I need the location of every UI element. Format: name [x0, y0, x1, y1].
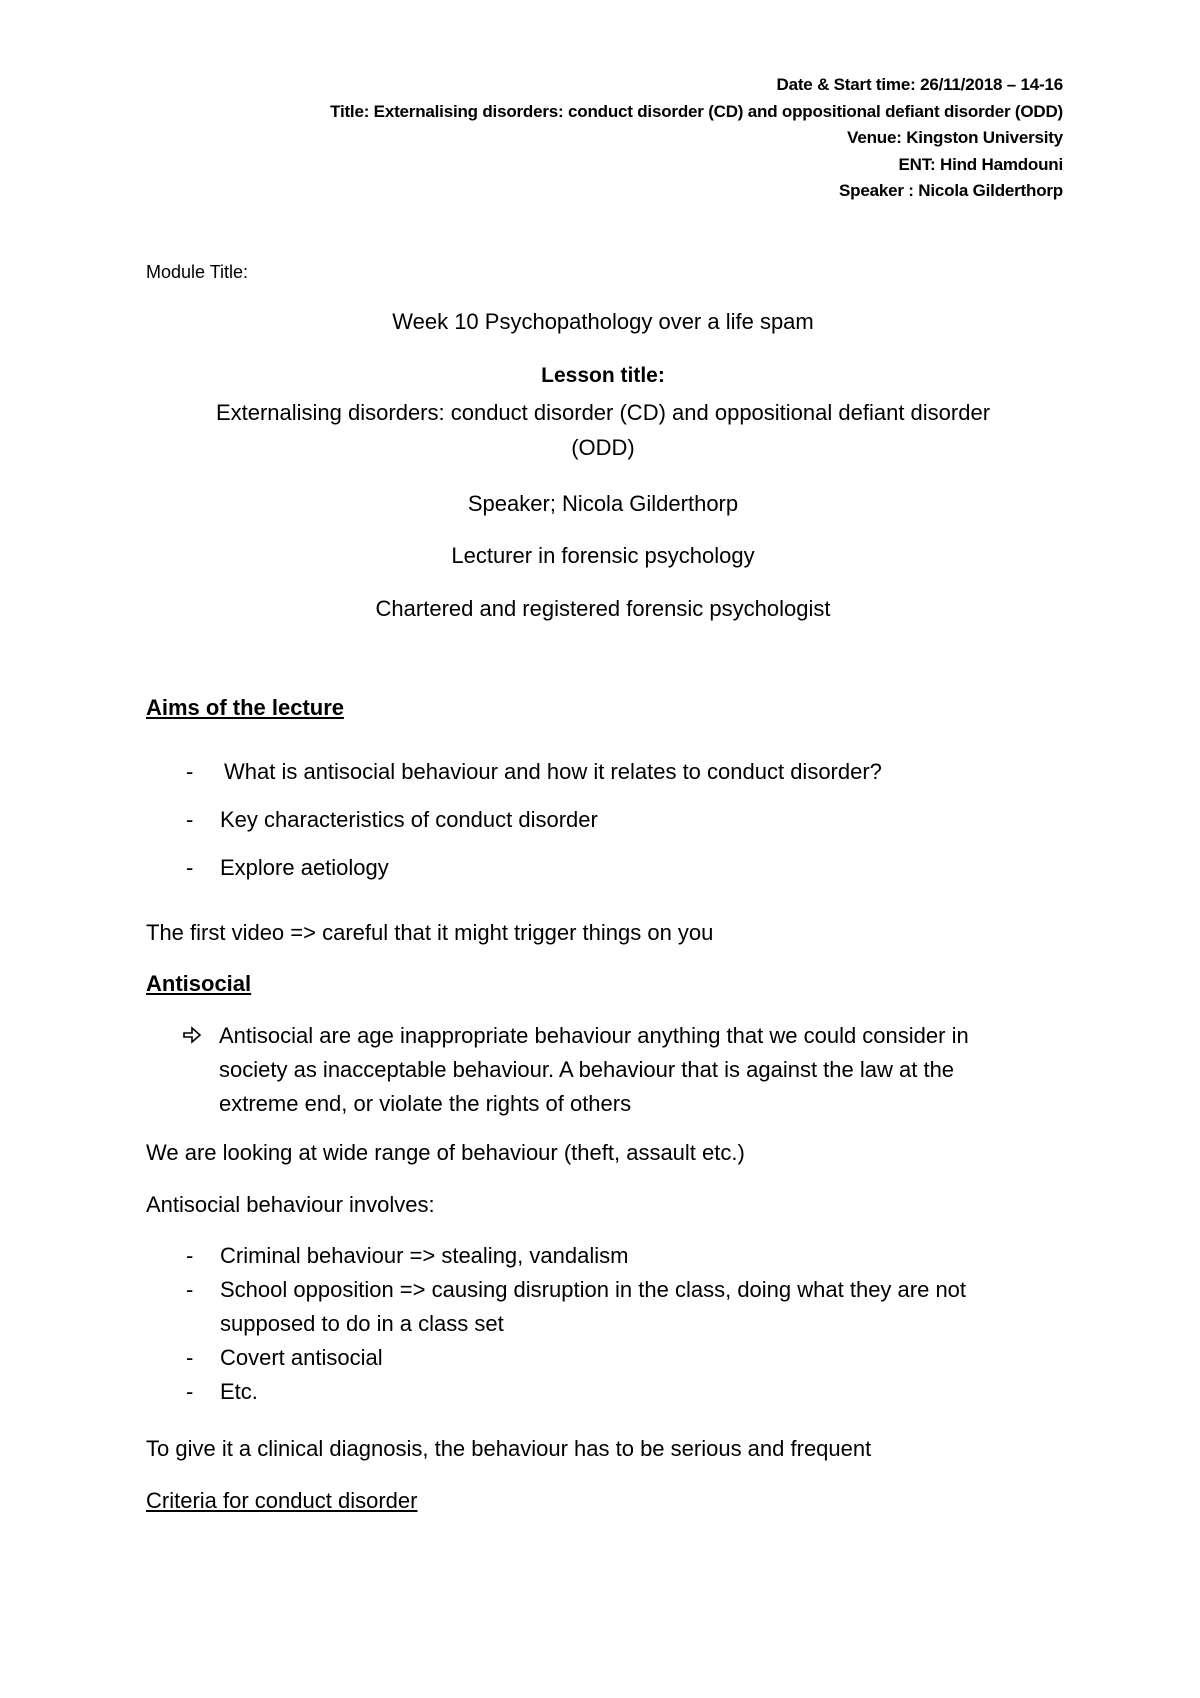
list-item-text: Explore aetiology	[220, 855, 389, 880]
list-item-text: supposed to do in a class set	[220, 1311, 504, 1336]
list-item-text: Etc.	[220, 1379, 258, 1404]
antisocial-definition: Antisocial are age inappropriate behaviour anything that we could consider in society as inacceptable behaviour. A behaviour that is against the law at the extreme end, or violate the rights of others	[219, 1023, 969, 1116]
clinical-diagnosis-note: To give it a clinical diagnosis, the behaviour has to be serious and frequent	[146, 1436, 872, 1461]
dash-bullet: -	[186, 759, 194, 784]
speaker-role-chartered: Chartered and registered forensic psychologist	[375, 596, 831, 621]
list-item-text: School opposition => causing disruption in the class, doing what they are not	[220, 1277, 967, 1302]
module-title-label: Module Title:	[146, 262, 249, 282]
dash-bullet: -	[186, 1277, 194, 1302]
title-line: Title: Externalising disorders: conduct disorder (CD) and oppositional defiant disorder (ODD)	[330, 101, 1063, 121]
antisocial-heading: Antisocial	[146, 971, 252, 996]
list-item-text: Criminal behaviour => stealing, vandalism	[220, 1243, 629, 1268]
dash-bullet: -	[186, 1243, 194, 1268]
list-item-text: Key characteristics of conduct disorder	[220, 807, 598, 832]
dash-bullet: -	[186, 855, 194, 880]
list-item-text: Covert antisocial	[220, 1345, 383, 1370]
dash-bullet: -	[186, 1379, 194, 1404]
speaker-name: Speaker; Nicola Gilderthorp	[467, 491, 739, 516]
week-title: Week 10 Psychopathology over a life spam	[392, 309, 814, 334]
ent-line: ENT: Hind Hamdouni	[898, 154, 1063, 174]
date-line: Date & Start time: 26/11/2018 – 14-16	[776, 75, 1063, 94]
speaker-role-lecturer: Lecturer in forensic psychology	[451, 543, 755, 568]
dash-bullet: -	[186, 1345, 194, 1370]
dash-bullet: -	[186, 807, 194, 832]
lesson-title-line2: (ODD)	[571, 435, 635, 460]
hollow-right-arrow-icon	[182, 1019, 202, 1064]
venue-line: Venue: Kingston University	[847, 128, 1063, 147]
lesson-title-label: Lesson title:	[541, 364, 665, 387]
criteria-heading: Criteria for conduct disorder	[146, 1488, 418, 1513]
list-item-text: What is antisocial behaviour and how it relates to conduct disorder?	[224, 759, 882, 784]
behaviour-range: We are looking at wide range of behaviour (theft, assault etc.)	[146, 1140, 745, 1165]
lesson-title-line1: Externalising disorders: conduct disorder (CD) and oppositional defiant disorder	[215, 400, 991, 425]
antisocial-involves: Antisocial behaviour involves:	[146, 1192, 435, 1217]
header-block	[330, 72, 1063, 205]
aims-heading: Aims of the lecture	[146, 695, 345, 720]
speaker-line: Speaker : Nicola Gilderthorp	[839, 181, 1063, 200]
first-video-note: The first video => careful that it might trigger things on you	[146, 920, 714, 945]
